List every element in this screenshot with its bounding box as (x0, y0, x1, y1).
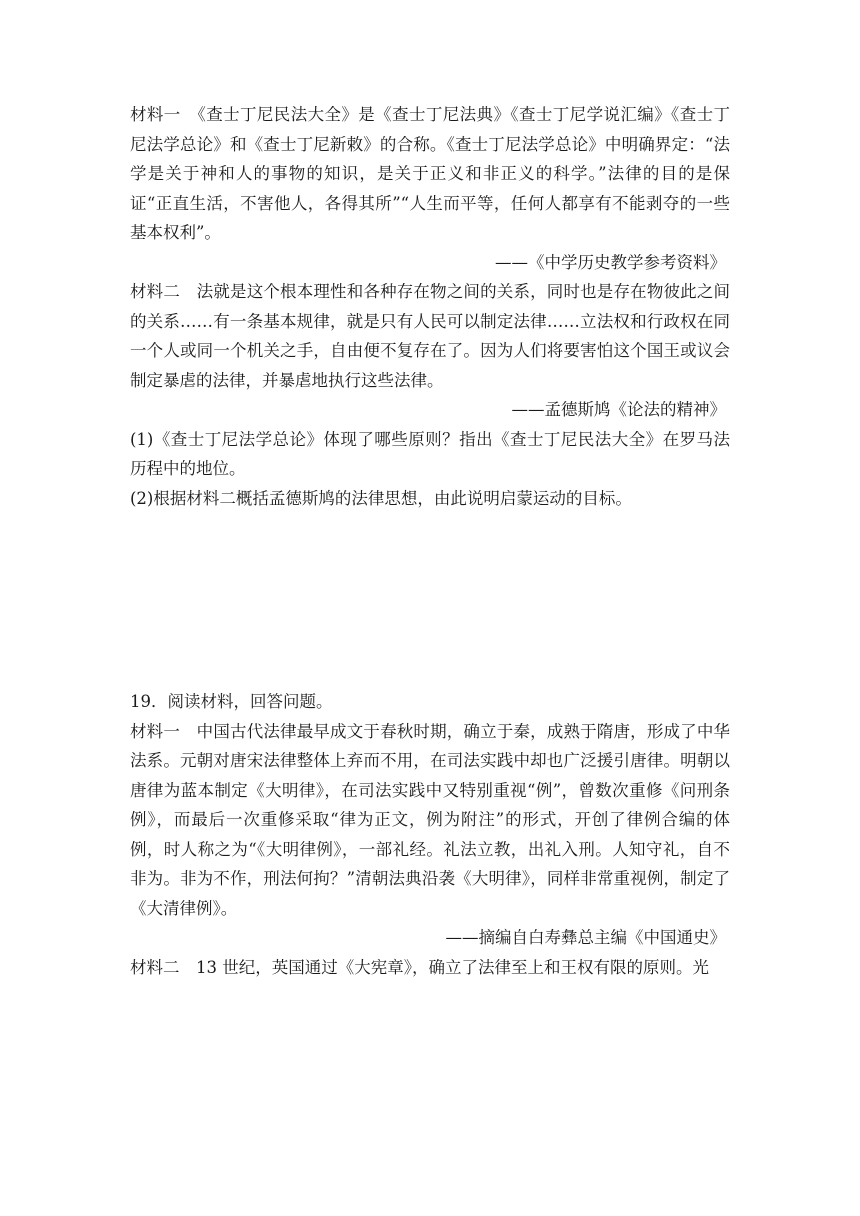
material-2-text: 材料二 法就是这个根本理性和各种存在物之间的关系，同时也是存在物彼此之间的关系……有一条基本规律，就是只有人民可以制定法律……立法权和行政权在同一个人或同一个机关之手，自由便不复存在了。因为人们将要害怕这个国王或议会制定暴虐的法律，并暴虐地执行这些法律。 (130, 282, 730, 390)
document-page (130, 100, 730, 982)
source-citation-1: ——《中学历史教学参考资料》 (495, 252, 726, 272)
question-2: (2)根据材料二概括孟德斯鸠的法律思想，由此说明启蒙运动的目标。 (130, 488, 632, 508)
source-citation-2: ——孟德斯鸠《论法的精神》 (511, 400, 726, 419)
q19-material-2-text: 材料二 13 世纪，英国通过《大宪章》，确立了法律至上和王权有限的原则。光 (130, 957, 709, 977)
q19-source-citation-1: ——摘编自白寿彝总主编《中国通史》 (445, 928, 726, 947)
question-1: (1)《查士丁尼法学总论》体现了哪些原则？指出《查士丁尼民法大全》在罗马法历程中的地位。 (130, 429, 730, 478)
answer-blank-space (130, 513, 730, 687)
q19-material-1-text: 材料一 中国古代法律最早成文于春秋时期，确立于秦，成熟于隋唐，形成了中华法系。元朝对唐宋法律整体上弃而不用，在司法实践中却也广泛援引唐律。明朝以唐律为蓝本制定《大明律》，在司法实践中又特别重视“例”，曾数次重修《问刑条例》，而最后一次重修采取“律为正文，例为附注”的形式，开创了律例合编的体例，时人称之为“《大明律例》，一部礼经。礼法立教，出礼入刑。人知守礼，自不非为。非为不作，刑法何拘？”清朝法典沿袭《大明律》，同样非常重视例，制定了《大清律例》。 (130, 721, 730, 918)
material-1-text: 材料一 《查士丁尼民法大全》是《查士丁尼法典》《查士丁尼学说汇编》《查士丁尼法学总论》和《查士丁尼新敕》的合称。《查士丁尼法学总论》中明确界定：“法学是关于神和人的事物的知识，是关于正义和非正义的科学。”法律的目的是保证“正直生活，不害他人，各得其所”“人生而平等，任何人都享有不能剥夺的一些基本权利”。 (130, 105, 730, 242)
question-19-heading: 19．阅读材料，回答问题。 (130, 692, 333, 711)
